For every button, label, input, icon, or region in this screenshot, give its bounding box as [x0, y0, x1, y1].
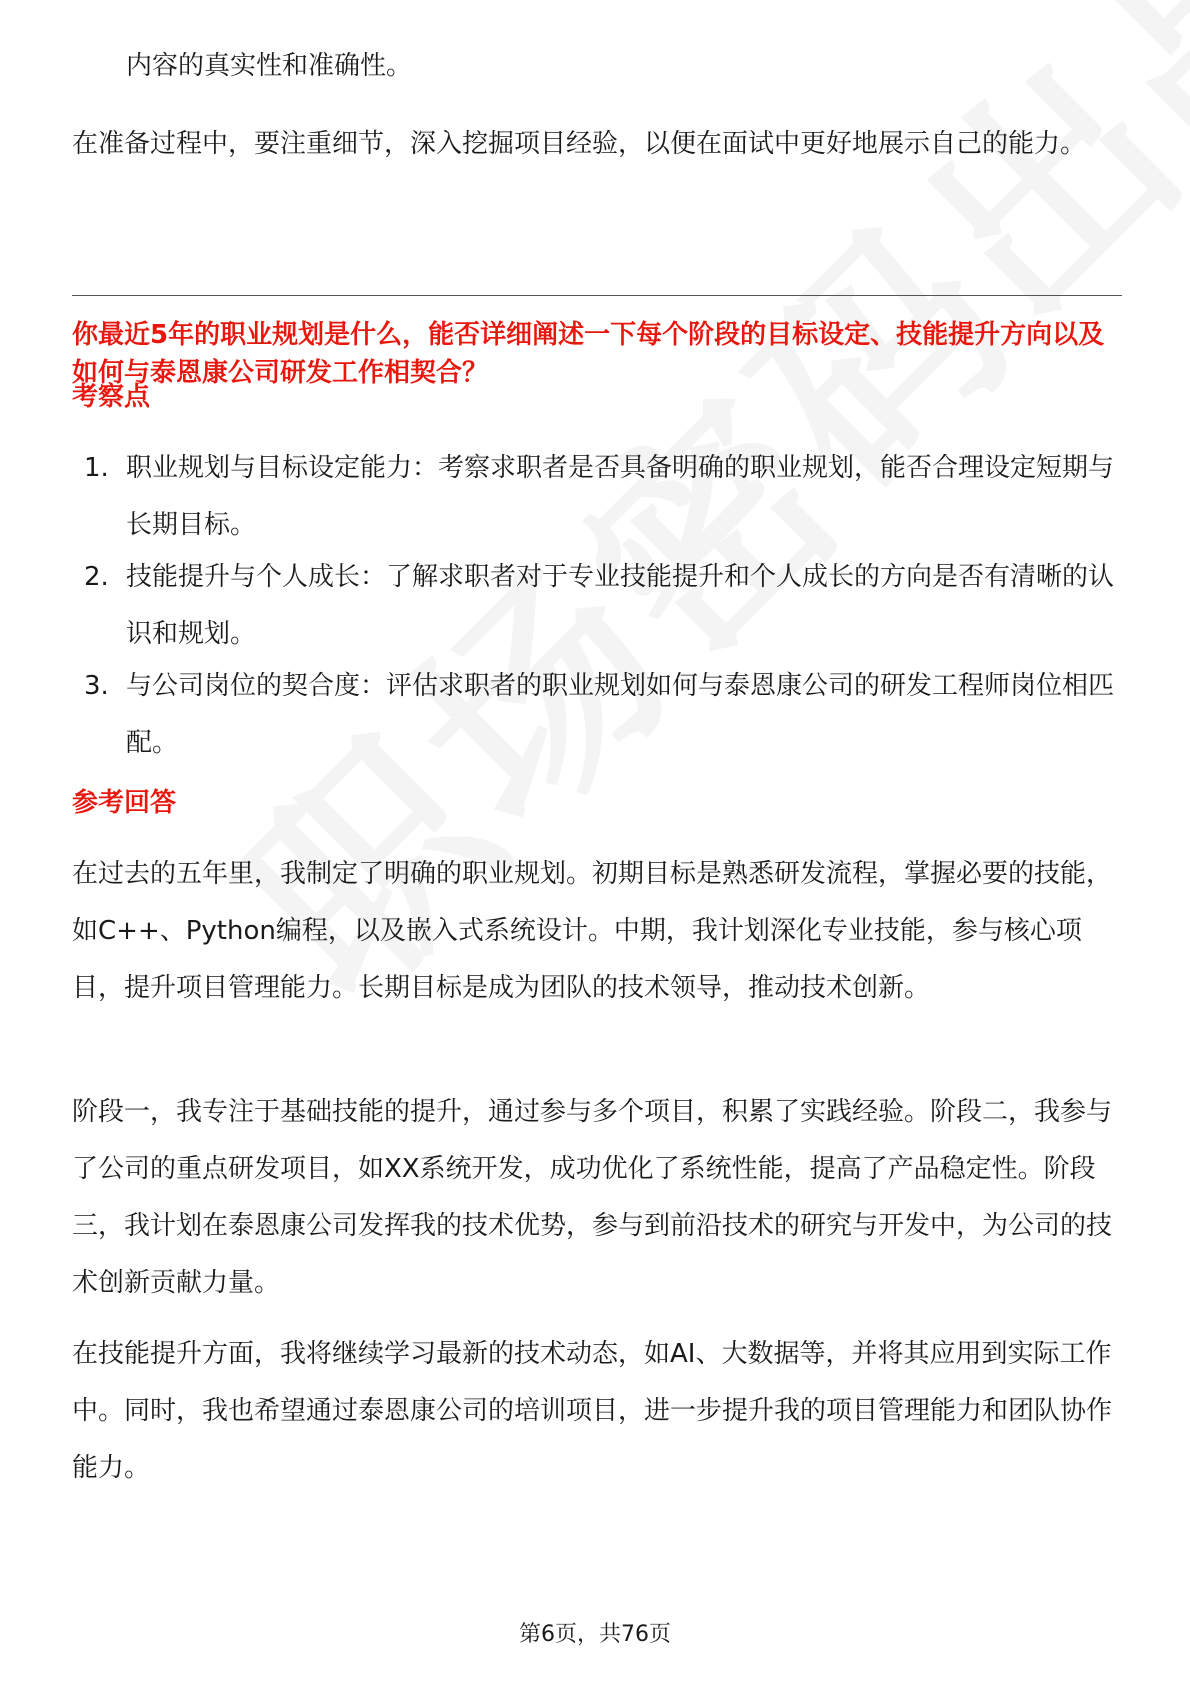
- list-item: [72, 549, 1122, 663]
- list-item-number: 1.: [84, 453, 109, 483]
- interview-question: 你最近5年的职业规划是什么，能否详细阐述一下每个阶段的目标设定、技能提升方向以及如何与泰恩康公司研发工作相契合？: [72, 320, 1105, 388]
- list-item-number: 2.: [84, 562, 109, 592]
- list-item-number: 3.: [84, 671, 109, 701]
- list-item: [72, 440, 1122, 554]
- page-number: 第6页，共76页: [519, 1622, 671, 1647]
- points-list: [72, 440, 1122, 772]
- section-title-answer: 参考回答: [72, 788, 177, 818]
- answer-paragraph-3: 在技能提升方面，我将继续学习最新的技术动态，如AI、大数据等，并将其应用到实际工作中。同时，我也希望通过泰恩康公司的培训项目，进一步提升我的项目管理能力和团队协作能力。: [72, 1339, 1113, 1483]
- list-item-text: 与公司岗位的契合度：评估求职者的职业规划如何与泰恩康公司的研发工程师岗位相匹配。: [126, 671, 1115, 758]
- section-title-points: 考察点: [72, 382, 151, 412]
- intro-paragraph: 在准备过程中，要注重细节，深入挖掘项目经验，以便在面试中更好地展示自己的能力。: [72, 129, 1087, 159]
- section-divider: [72, 295, 1122, 296]
- intro-continuation: 内容的真实性和准确性。: [126, 51, 413, 81]
- answer-paragraph-1: 在过去的五年里，我制定了明确的职业规划。初期目标是熟悉研发流程，掌握必要的技能，如C++、Python编程，以及嵌入式系统设计。中期，我计划深化专业技能，参与核心项目，提升项目管理能力。长期目标是成为团队的技术领导，推动技术创新。: [72, 859, 1113, 1003]
- answer-paragraph-2: 阶段一，我专注于基础技能的提升，通过参与多个项目，积累了实践经验。阶段二，我参与了公司的重点研发项目，如XX系统开发，成功优化了系统性能，提高了产品稳定性。阶段三，我计划在泰恩康公司发挥我的技术优势，参与到前沿技术的研究与开发中，为公司的技术创新贡献力量。: [72, 1097, 1113, 1298]
- list-item-text: 技能提升与个人成长：了解求职者对于专业技能提升和个人成长的方向是否有清晰的认识和规划。: [126, 562, 1115, 649]
- list-item-text: 职业规划与目标设定能力：考察求职者是否具备明确的职业规划，能否合理设定短期与长期目标。: [126, 453, 1115, 540]
- list-item: [72, 658, 1122, 772]
